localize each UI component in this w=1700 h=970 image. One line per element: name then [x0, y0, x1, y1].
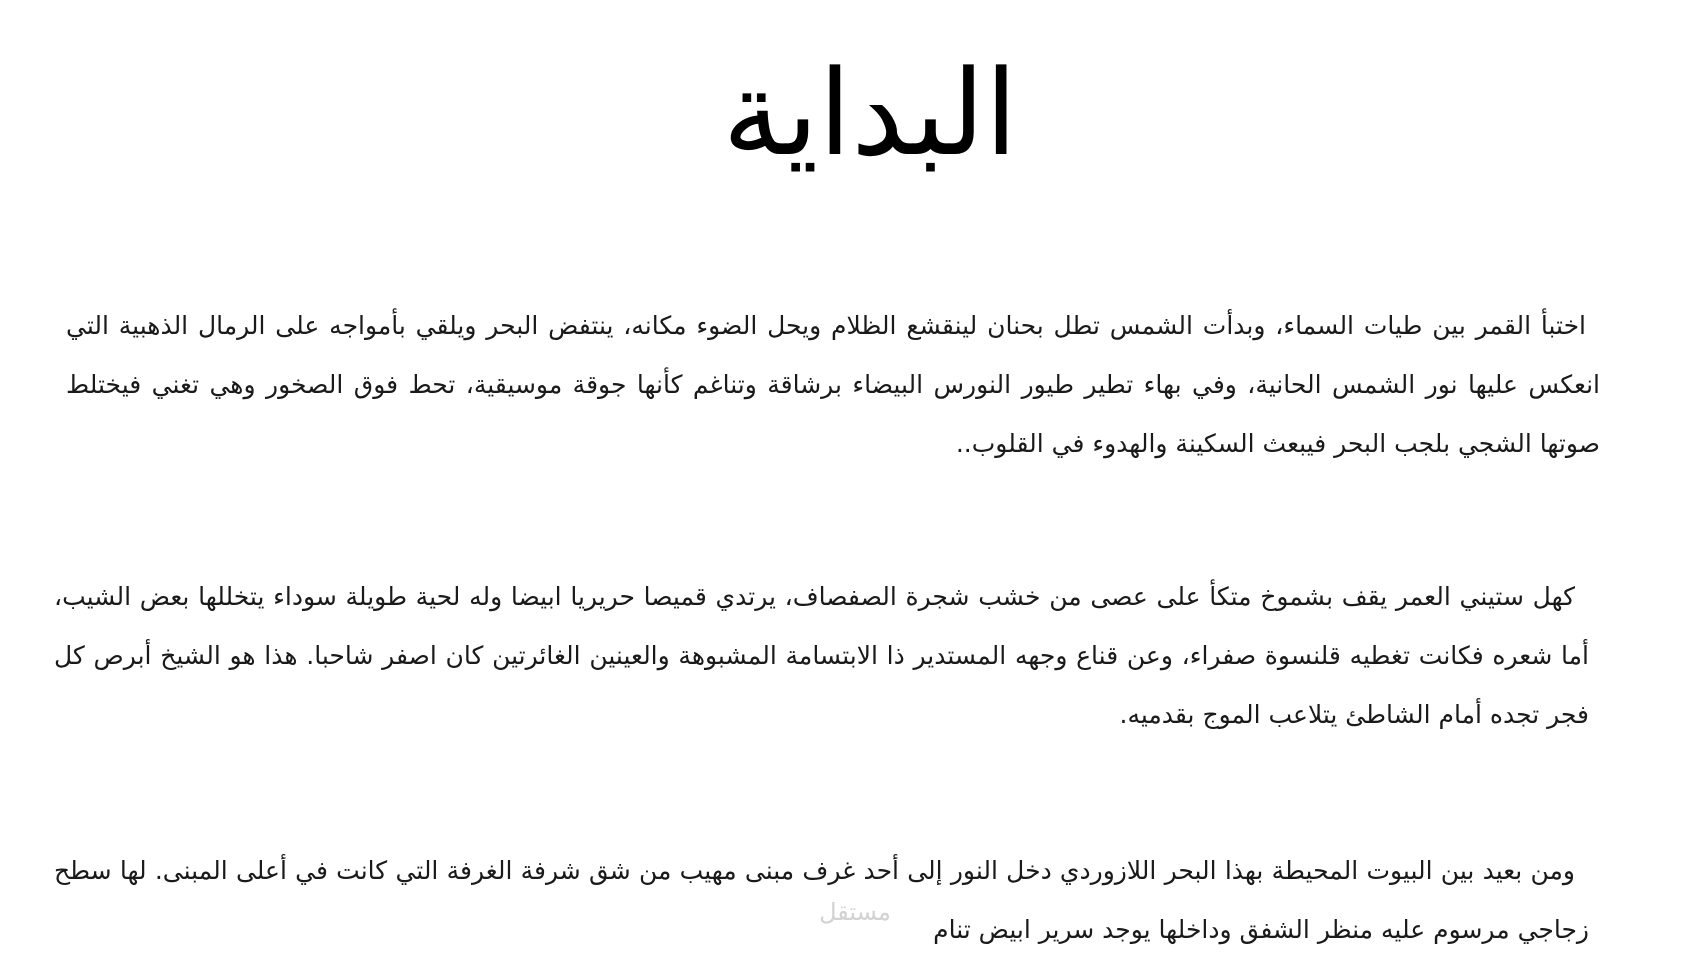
chapter-title: البداية — [722, 44, 1018, 182]
watermark: مستقل — [819, 898, 891, 926]
paragraph-2: كهل ستيني العمر يقف بشموخ متكأ على عصى من خشب شجرة الصفصاف، يرتدي قميصا حريريا ابيضا وله لحية طويلة سوداء يتخللها بعض الشيب، أما شعره فكانت تغطيه قلنسوة صفراء، وعن قناع وجهه المستدير ذا الابتسامة المشبوهة والعينين الغائرتين كان اصفر شاحبا. هذا هو الشيخ أبرص كل فجر تجده أمام الشاطئ يتلاعب الموج بقدميه. — [54, 582, 1589, 729]
paragraph-3: ومن بعيد بين البيوت المحيطة بهذا البحر اللازوردي دخل النور إلى أحد غرف مبنى مهيب من شق شرفة الغرفة التي كانت في أعلى المبنى. لها سطح زجاجي مرسوم عليه منظر الشفق وداخلها يوجد سرير ابيض تنام — [54, 856, 1589, 944]
paragraph-1: اختبأ القمر بين طيات السماء، وبدأت الشمس تطل بحنان لينقشع الظلام ويحل الضوء مكانه، ينتفض البحر ويلقي بأمواجه على الرمال الذهبية التي انعكس عليها نور الشمس الحانية، وفي بهاء تطير طيور النورس البيضاء برشاقة وتناغم كأنها جوقة موسيقية، تحط فوق الصخور وهي تغني فيختلط صوتها الشجي بلجب البحر فيبعث السكينة والهدوء في القلوب.. — [66, 311, 1600, 458]
